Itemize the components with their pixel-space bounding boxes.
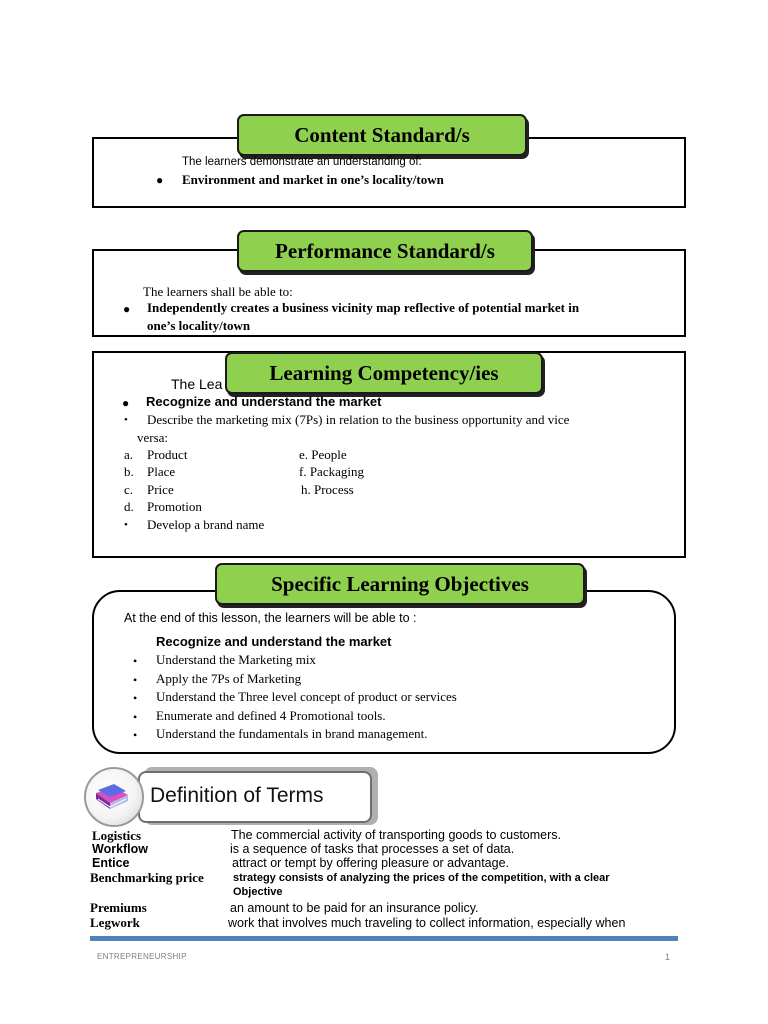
definition-benchmarking-price-cont: Objective — [233, 886, 283, 898]
definition-benchmarking-price: strategy consists of analyzing the prices of the competition, with a clear — [233, 872, 610, 884]
footer-label: ENTREPRENEURSHIP — [97, 952, 187, 961]
definition-workflow: is a sequence of tasks that processes a set of data. — [230, 842, 515, 856]
book-icon — [92, 781, 132, 815]
footer-rule — [90, 936, 678, 941]
specific-objectives-title: Specific Learning Objectives — [215, 563, 585, 605]
specific-objectives-intro: At the end of this lesson, the learners will be able to : — [124, 611, 417, 625]
bullet-icon: • — [124, 414, 128, 426]
definition-logistics: The commercial activity of transporting goods to customers. — [231, 828, 561, 842]
sub-item-letter-c: c. — [124, 482, 134, 497]
page-number: 1 — [665, 952, 671, 962]
competency-item-marketing-mix: Describe the marketing mix (7Ps) in relation to the business opportunity and vice — [147, 412, 570, 427]
definition-premiums: an amount to be paid for an insurance policy. — [230, 901, 479, 915]
objective-item: Apply the 7Ps of Marketing — [156, 671, 302, 686]
learning-competency-intro: The Lea — [171, 376, 223, 392]
bullet-icon: • — [124, 519, 128, 531]
sub-item-promotion: Promotion — [147, 499, 202, 514]
performance-standard-item-line2: one’s locality/town — [147, 318, 251, 333]
bullet-icon: • — [133, 691, 138, 705]
bullet-icon: • — [133, 710, 138, 724]
sub-item-letter-a: a. — [124, 447, 134, 462]
sub-item-product: Product — [147, 447, 188, 462]
content-standard-title: Content Standard/s — [237, 114, 527, 156]
bullet-icon: • — [133, 654, 138, 668]
term-benchmarking-price: Benchmarking price — [90, 870, 204, 885]
sub-item-place: Place — [147, 464, 176, 479]
definition-title: Definition of Terms — [150, 784, 324, 807]
performance-standard-title: Performance Standard/s — [237, 230, 533, 272]
term-premiums: Premiums — [90, 900, 147, 915]
specific-objectives-heading: Recognize and understand the market — [156, 634, 392, 649]
bullet-icon: • — [133, 673, 138, 687]
content-standard-intro: The learners demonstrate an understanding of: — [182, 156, 422, 168]
sub-item-packaging: f. Packaging — [299, 464, 364, 479]
objective-item: Enumerate and defined 4 Promotional tools. — [156, 708, 386, 723]
content-standard-item: Environment and market in one’s locality/town — [182, 172, 444, 187]
competency-item-marketing-mix-cont: versa: — [137, 430, 169, 445]
performance-standard-item-line1: Independently creates a business vicinity map reflective of potential market in — [147, 300, 580, 315]
term-workflow: Workflow — [92, 842, 149, 856]
competency-item-recognize: Recognize and understand the market — [146, 394, 382, 409]
bullet-icon: ● — [123, 302, 131, 316]
performance-standard-intro: The learners shall be able to: — [143, 284, 293, 299]
bullet-icon: ● — [122, 396, 130, 410]
learning-competency-title: Learning Competency/ies — [225, 352, 543, 394]
competency-item-brand-name: Develop a brand name — [147, 517, 265, 532]
sub-item-people: e. People — [299, 447, 347, 462]
term-logistics: Logistics — [92, 828, 142, 843]
sub-item-process: h. Process — [301, 482, 354, 497]
bullet-icon: ● — [156, 173, 164, 187]
objective-item: Understand the fundamentals in brand management. — [156, 726, 428, 741]
sub-item-letter-d: d. — [124, 499, 134, 514]
definition-entice: attract or tempt by offering pleasure or advantage. — [232, 856, 510, 870]
bullet-icon: • — [133, 728, 138, 742]
objective-item: Understand the Three level concept of product or services — [156, 689, 457, 704]
definition-banner — [84, 764, 384, 830]
term-legwork: Legwork — [90, 915, 140, 930]
sub-item-letter-b: b. — [124, 464, 134, 479]
definition-legwork: work that involves much traveling to collect information, especially when — [228, 916, 626, 930]
objective-item: Understand the Marketing mix — [156, 652, 316, 667]
term-entice: Entice — [92, 856, 130, 870]
sub-item-price: Price — [147, 482, 174, 497]
